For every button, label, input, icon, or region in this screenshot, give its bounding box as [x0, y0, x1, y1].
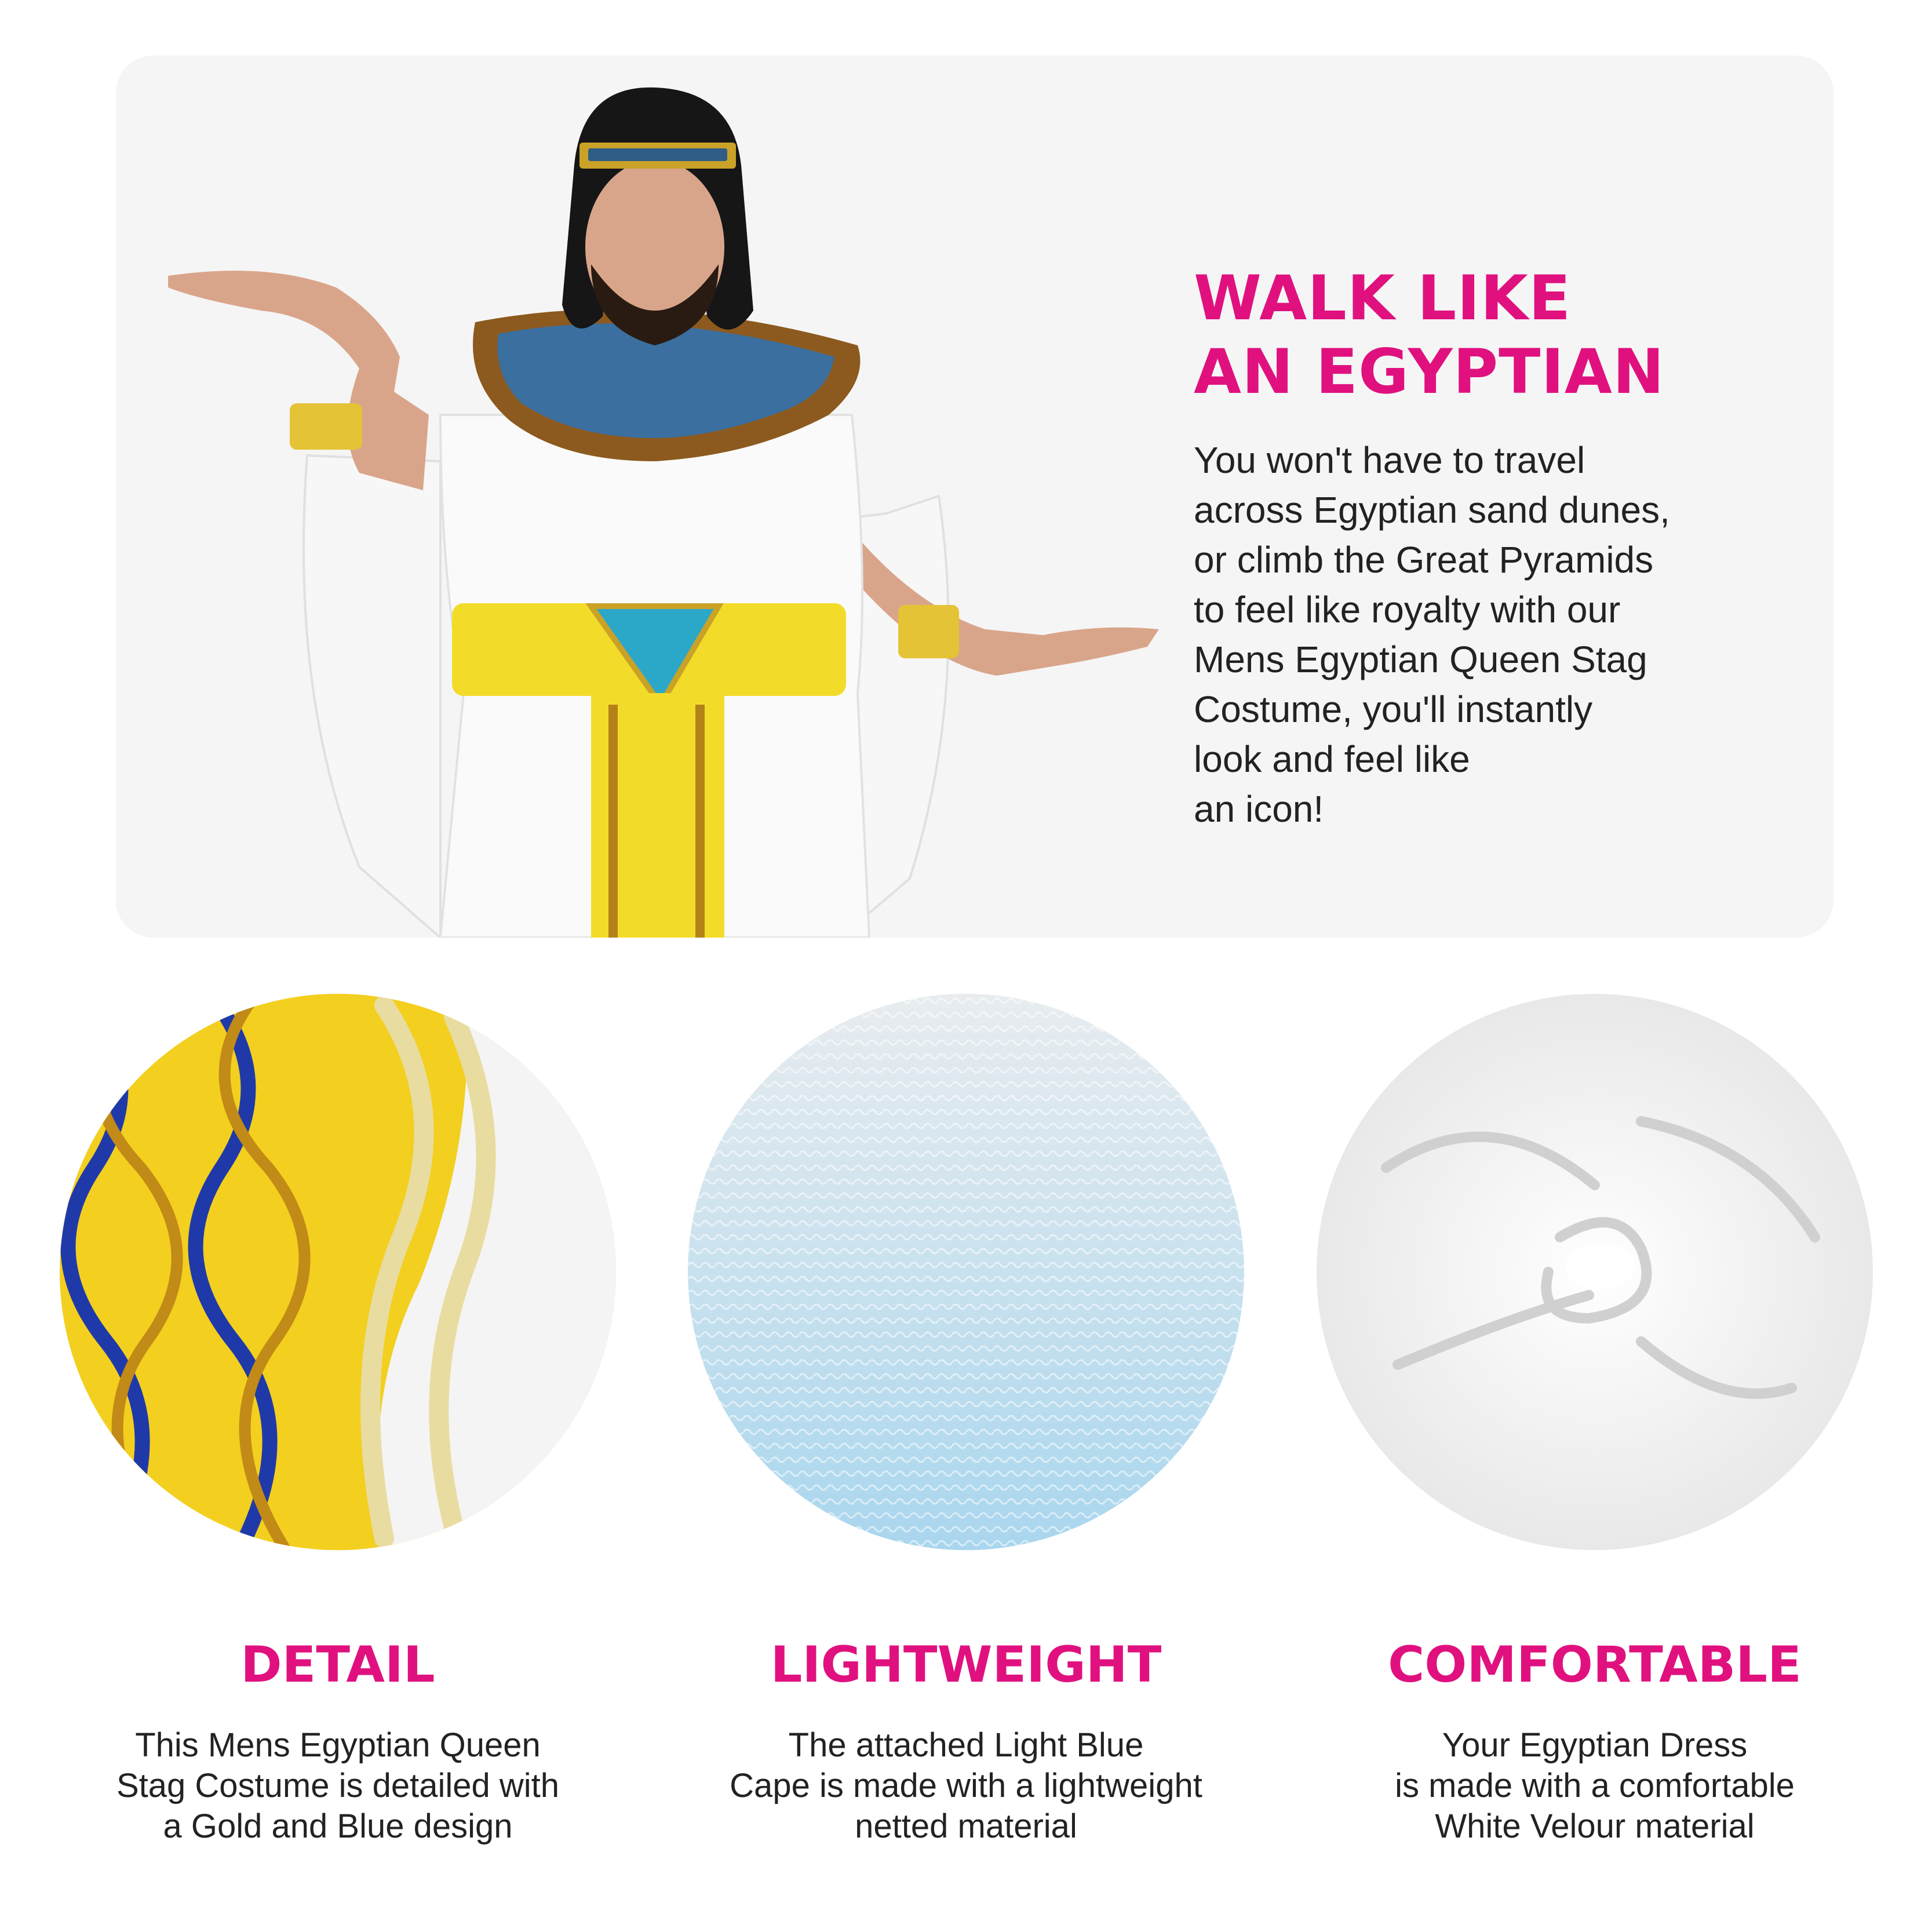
hero-description-line: to feel like royalty with our — [1194, 589, 1621, 630]
feature-detail — [60, 994, 616, 1845]
hero-description-line: look and feel like — [1194, 738, 1470, 780]
hero-description-line: Costume, you'll instantly — [1194, 688, 1593, 730]
feature-detail-description — [25, 1725, 651, 1847]
feature-description-line: White Velour material — [1435, 1807, 1755, 1845]
feature-lightweight-description — [653, 1725, 1279, 1847]
white-velour-image — [1317, 994, 1873, 1550]
feature-description-line: Your Egyptian Dress — [1442, 1726, 1748, 1764]
feature-description-line: is made with a comfortable — [1395, 1767, 1795, 1805]
feature-detail-title: DETAIL — [240, 1636, 435, 1694]
feature-description-line: a Gold and Blue design — [163, 1807, 513, 1845]
hero-description-line: across Egyptian sand dunes, — [1194, 489, 1670, 531]
hero-description-line: or climb the Great Pyramids — [1194, 539, 1654, 581]
feature-description-line: This Mens Egyptian Queen — [135, 1726, 541, 1764]
feature-comfortable-description — [1282, 1725, 1908, 1847]
feature-lightweight-title: LIGHTWEIGHT — [770, 1636, 1162, 1694]
feature-description-line: netted material — [855, 1807, 1077, 1845]
hero-description-line: Mens Egyptian Queen Stag — [1194, 639, 1647, 680]
feature-lightweight — [688, 994, 1244, 1845]
hero-costume-image — [116, 56, 1217, 938]
hero-description-line: You won't have to travel — [1194, 439, 1585, 481]
hero-heading-line-2: AN EGYPTIAN — [1194, 336, 1665, 407]
feature-comfortable-title: COMFORTABLE — [1388, 1636, 1802, 1694]
hero-description — [1194, 435, 1785, 834]
hero-panel — [116, 56, 1833, 938]
light-blue-net-image — [688, 994, 1244, 1550]
gold-blue-trim-image — [60, 994, 616, 1550]
feature-description-line: The attached Light Blue — [788, 1726, 1144, 1764]
feature-description-line: Cape is made with a lightweight — [730, 1767, 1202, 1805]
hero-description-line: an icon! — [1194, 788, 1324, 830]
feature-description-line: Stag Costume is detailed with — [116, 1767, 560, 1805]
hero-heading-line-1: WALK LIKE — [1194, 263, 1572, 334]
hero-heading — [1194, 261, 1665, 409]
feature-comfortable — [1317, 994, 1873, 1845]
